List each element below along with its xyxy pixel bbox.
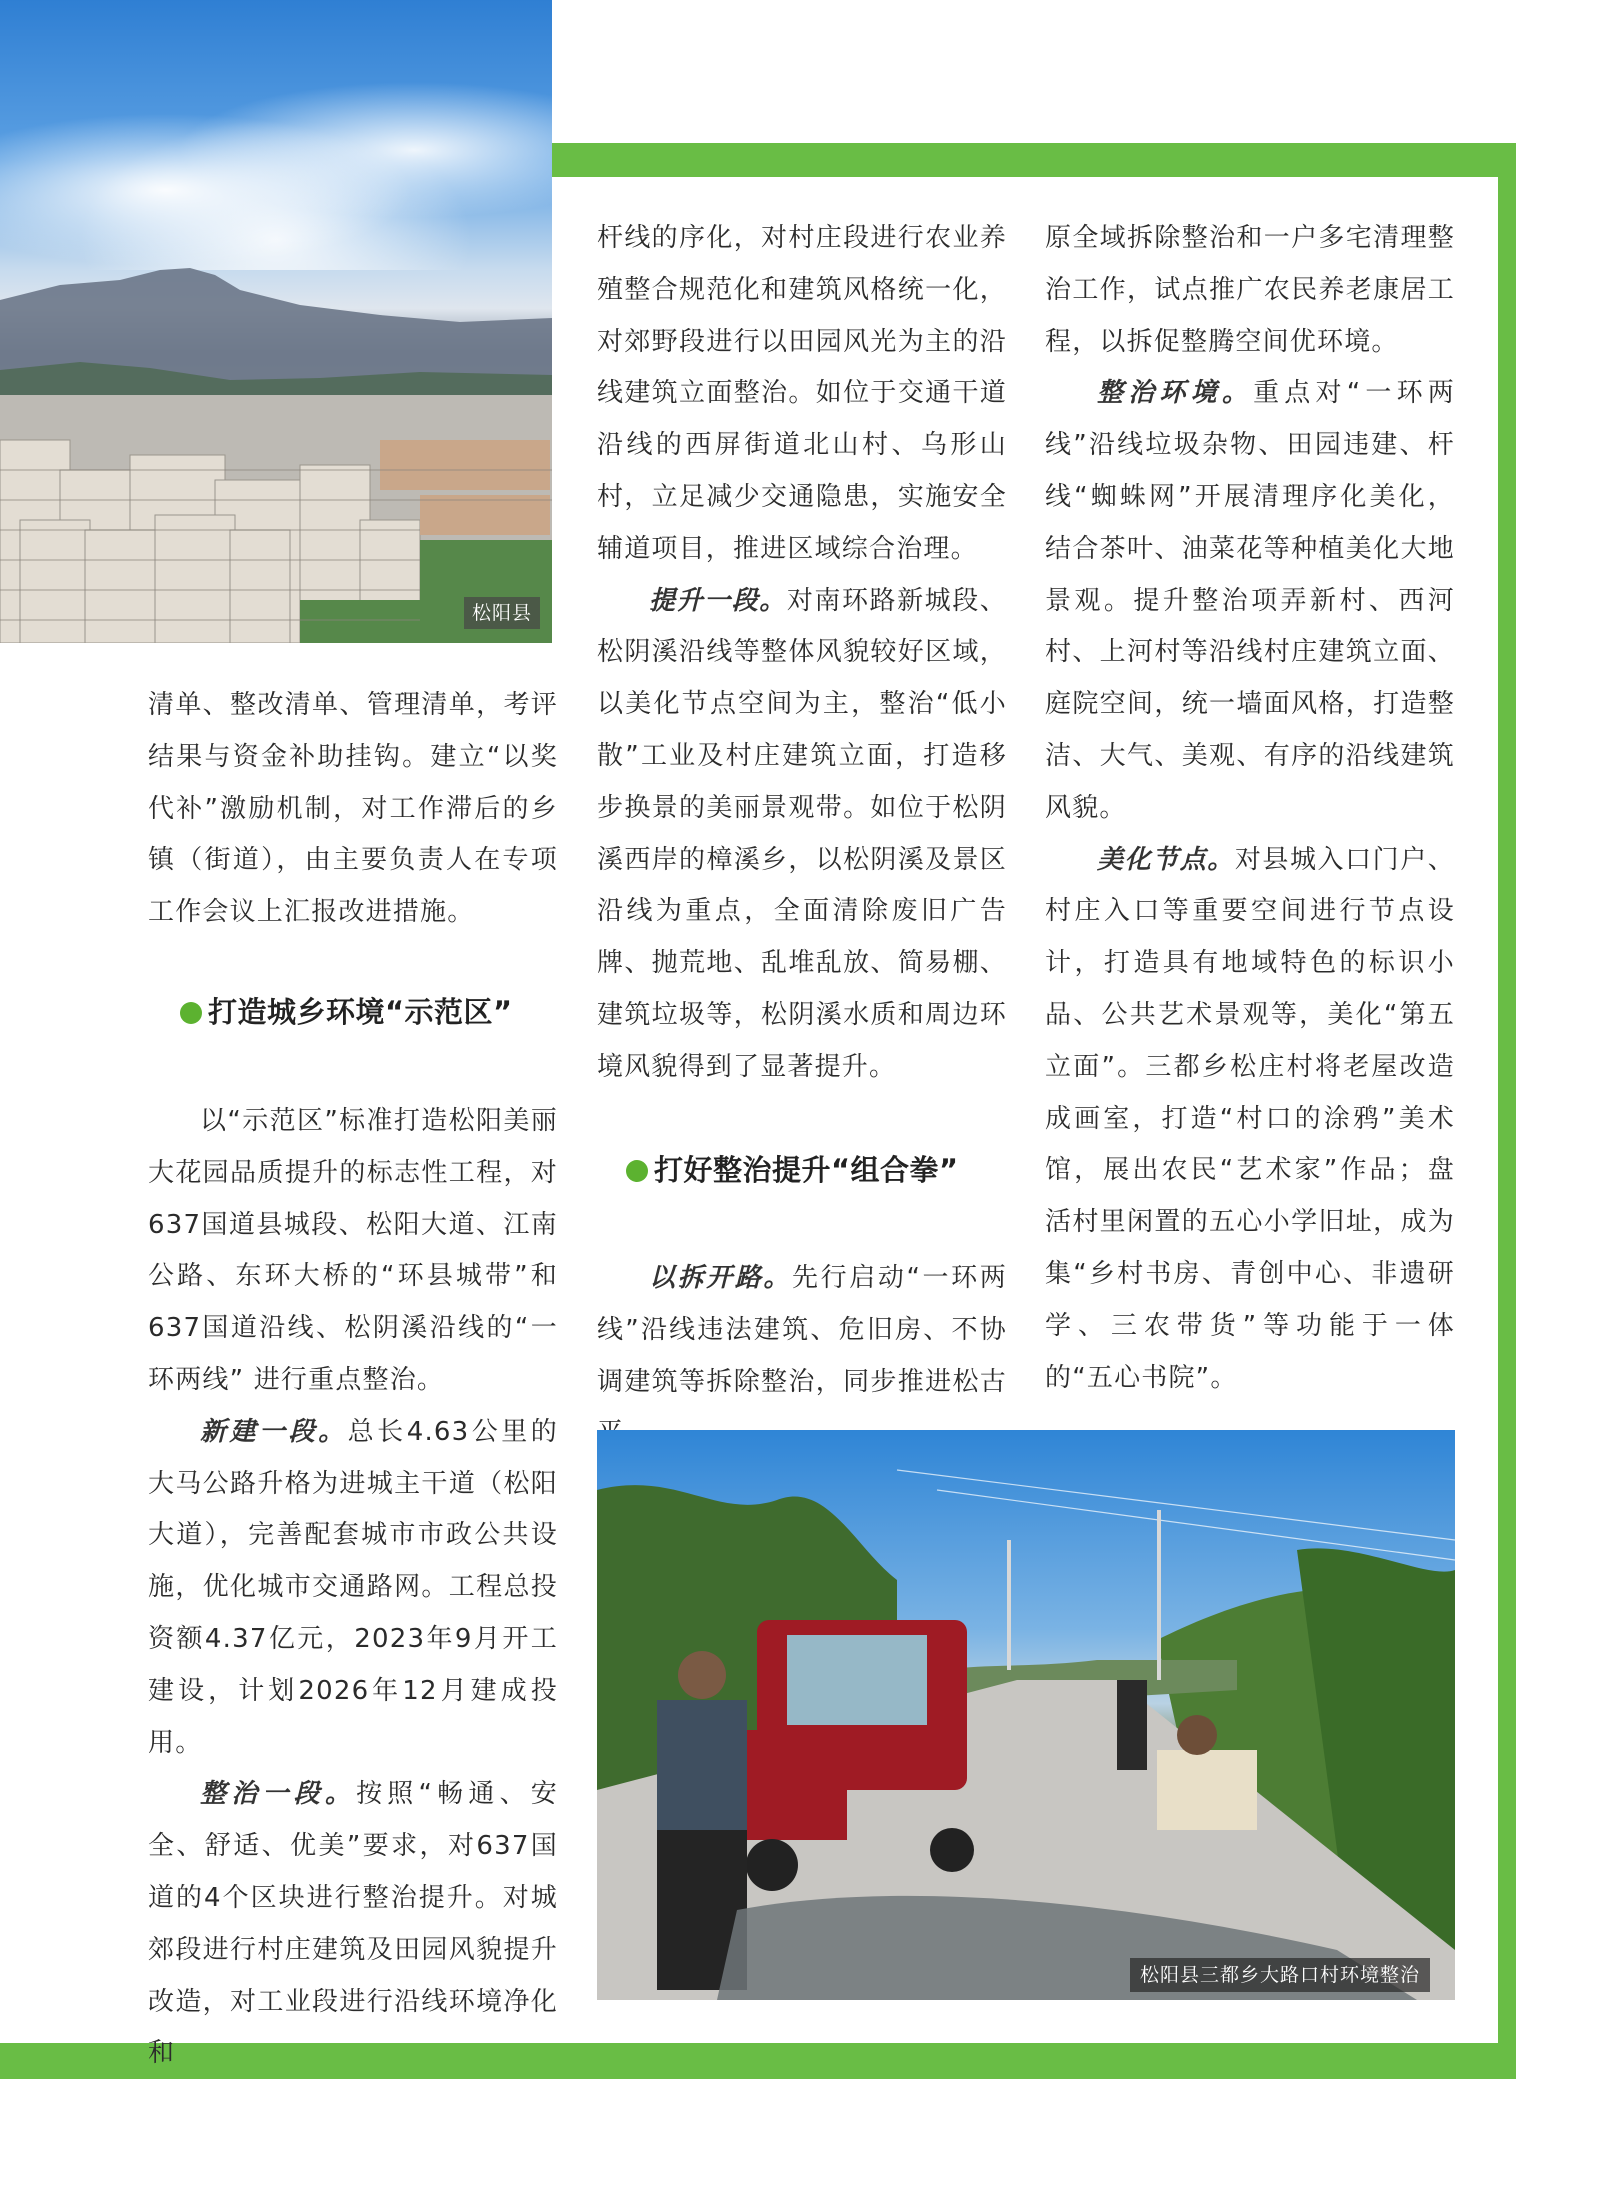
green-frame-right xyxy=(1498,143,1516,2078)
text-column-1 xyxy=(148,680,558,939)
paragraph-body: 先行启动“一环两线”沿线违法建筑、危旧房、不协调建筑等拆除整治，同步推进松古 xyxy=(597,1263,1007,1397)
bottom-photo-caption: 松阳县三都乡大路口村环境整治 xyxy=(1130,1958,1430,1992)
col1-paragraph-2: 以“示范区”标准打造松阳美丽大花园品质提升的标志性工程，对637国道县城段、松阳大道、江南公路、东环大桥的“环县城带”和637国道沿线、松阴溪沿线的“一环两线” 进行重点整治。 xyxy=(148,1106,558,1395)
green-bullet-icon xyxy=(626,1160,648,1182)
text-column-2 xyxy=(597,213,1007,1094)
col1-paragraph-3 xyxy=(148,1407,558,1770)
text-column-1-lower xyxy=(148,1096,558,2080)
songyang-city-photo xyxy=(0,0,552,643)
paragraph-lead: 整治环境。 xyxy=(1097,378,1254,409)
section-heading-demonstration-zone xyxy=(180,992,513,1032)
paragraph-lead: 整治一段。 xyxy=(200,1779,357,1810)
paragraph-body: 重点对“一环两线”沿线垃圾杂物、田园违建、杆线“蜘蛛网”开展清理序化美化，结合茶叶、油菜花等种植美化大地景观。提升整治项弄新村、西河村、上河村等沿线村庄建筑立面、庭院空间，统一墙面风格，打造整洁、大气、美观、有序的沿线建筑风貌。 xyxy=(1045,378,1455,823)
paragraph-lead: 新建一段。 xyxy=(200,1416,348,1447)
city-skyline-illustration xyxy=(0,0,552,643)
text-column-3 xyxy=(1045,213,1455,1404)
village-cleanup-photo xyxy=(597,1430,1455,2000)
paragraph-body: 对县城入口门户、村庄入口等重要空间进行节点设计，打造具有地域特色的标识小品、公共艺术景观等，美化“第五立面”。三都乡松庄村将老屋改造成画室，打造“村口的涂鸦”美术馆，展出农民“艺术家”作品；盘活村里闲置的五心小学旧址，成为集“乡村书房、青创中心、非遗研学、三农带货”等功能于一体的“五心书院”。 xyxy=(1045,844,1455,1393)
green-bullet-icon xyxy=(180,1002,202,1024)
paragraph-lead: 以拆开路。 xyxy=(649,1263,793,1293)
col2-paragraph-1: 杆线的序化，对村庄段进行农业养殖整合规范化和建筑风格统一化，对郊野段进行以田园风光为主的沿线建筑立面整治。如位于交通干道沿线的西屏街道北山村、乌形山村，立足减少交通隐患，实施安全辅道项目，推进区域综合治理。 xyxy=(597,223,1007,564)
green-frame-top xyxy=(552,143,1516,177)
col3-paragraph-2 xyxy=(1045,368,1455,834)
section-heading-text: 打好整治提升“组合拳” xyxy=(654,1153,959,1187)
col3-paragraph-3 xyxy=(1045,835,1455,1405)
col1-paragraph-1: 清单、整改清单、管理清单，考评结果与资金补助挂钩。建立“以奖代补”激励机制，对工作滞后的乡镇（街道），由主要负责人在专项工作会议上汇报改进措施。 xyxy=(148,690,558,928)
col1-paragraph-4 xyxy=(148,1769,558,2080)
paragraph-lead: 提升一段。 xyxy=(649,585,787,616)
top-photo-caption: 松阳县 xyxy=(464,597,540,629)
cleanup-scene-illustration xyxy=(597,1430,1455,2000)
paragraph-body: 总长4.63公里的大马公路升格为进城主干道（松阳大道），完善配套城市市政公共设施，优化城市交通路网。工程总投资额4.37亿元，2023年9月开工建设，计划2026年12月建成投用。 xyxy=(148,1416,558,1758)
section-heading-text: 打造城乡环境“示范区” xyxy=(208,995,513,1029)
col3-paragraph-1: 原全域拆除整治和一户多宅清理整治工作，试点推广农民养老康居工程，以拆促整腾空间优环境。 xyxy=(1045,223,1455,357)
paragraph-body: 按照“畅通、安全、舒适、优美”要求，对637国道的4个区块进行整治提升。对城郊段进行村庄建筑及田园风貌提升改造，对工业段进行沿线环境净化和 xyxy=(148,1779,558,2069)
col2-paragraph-2 xyxy=(597,576,1007,1094)
section-heading-combination-punch xyxy=(626,1150,959,1190)
paragraph-lead: 美化节点。 xyxy=(1097,844,1235,875)
paragraph-body: 对南环路新城段、松阴溪沿线等整体风貌较好区域，以美化节点空间为主，整治“低小散”工业及村庄建筑立面，打造移步换景的美丽景观带。如位于松阴溪西岸的樟溪乡，以松阴溪及景区沿线为重点，全面清除废旧广告牌、抛荒地、乱堆乱放、简易棚、建筑垃圾等，松阴溪水质和周边环境风貌得到了显著提升。 xyxy=(597,585,1007,1082)
